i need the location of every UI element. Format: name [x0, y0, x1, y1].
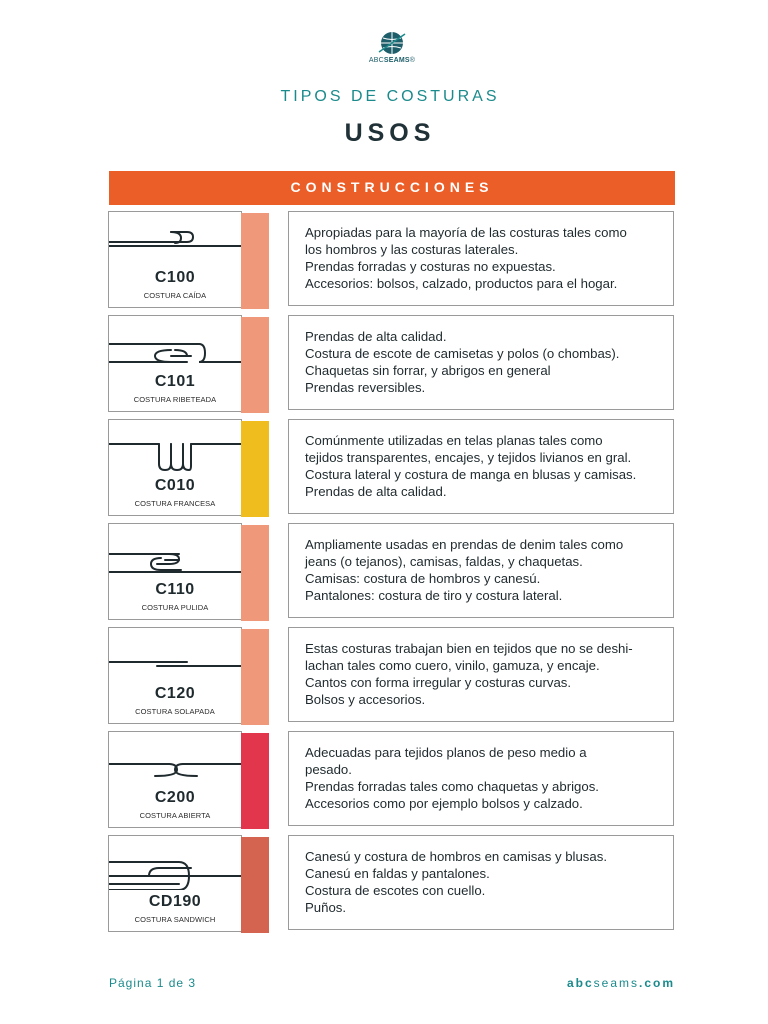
description-line: Estas costuras trabajan bien en tejidos que no se deshi- — [305, 641, 633, 656]
seam-card — [108, 627, 242, 724]
description-line: Canesú en faldas y pantalones. — [305, 866, 490, 881]
description-line: Prendas de alta calidad. — [305, 329, 447, 344]
description-line: Prendas forradas y costuras no expuestas. — [305, 259, 556, 274]
seam-description — [288, 627, 674, 722]
page-title: USOS — [344, 119, 436, 147]
website-link[interactable]: abcseams.com — [566, 976, 675, 990]
description-line: Chaquetas sin forrar, y abrigos en general — [305, 363, 551, 378]
c100-seam-icon — [109, 222, 241, 266]
seam-code: C010 — [154, 477, 196, 494]
description-line: Cantos con forma irregular y costuras curvas. — [305, 675, 572, 690]
c120-seam-icon — [109, 638, 241, 682]
logo-wordmark: ABCSEAMS® — [368, 57, 416, 64]
color-bar — [241, 629, 269, 725]
description-line: Costura de escotes con cuello. — [305, 883, 486, 898]
color-bar — [241, 317, 269, 413]
description-line: jeans (o tejanos), camisas, faldas, y chaquetas. — [305, 554, 583, 569]
seam-card — [108, 211, 242, 308]
seam-code: C110 — [155, 581, 195, 598]
description-line: tejidos transparentes, encajes, y tejidos livianos en gral. — [305, 450, 632, 465]
description-line: Costura de escote de camisetas y polos (o chombas). — [305, 346, 620, 361]
seam-description — [288, 211, 674, 306]
seam-row — [108, 835, 676, 932]
description-line: Pantalones: costura de tiro y costura lateral. — [305, 588, 563, 603]
description-line: Camisas: costura de hombros y canesú. — [305, 571, 541, 586]
description-line: Ampliamente usadas en prendas de denim tales como — [305, 537, 624, 552]
description-line: Accesorios: bolsos, calzado, productos para el hogar. — [305, 276, 618, 291]
c101-seam-icon — [109, 326, 241, 370]
seam-code: C100 — [154, 269, 196, 286]
seam-row — [108, 419, 676, 516]
description-line: Comúnmente utilizadas en telas planas tales como — [305, 433, 603, 448]
c200-seam-icon — [109, 742, 241, 786]
c110-seam-icon — [109, 534, 241, 578]
description-line: Puños. — [305, 900, 347, 915]
c010-seam-icon — [109, 430, 241, 474]
description-line: Canesú y costura de hombros en camisas y blusas. — [305, 849, 607, 864]
seam-card — [108, 419, 242, 516]
seam-name: COSTURA RIBETEADA — [133, 395, 217, 404]
description-line: Bolsos y accesorios. — [305, 692, 426, 707]
seam-row — [108, 523, 676, 620]
description-line: Prendas forradas tales como chaquetas y abrigos. — [305, 779, 599, 794]
description-line: Costura lateral y costura de manga en blusas y camisas. — [305, 467, 637, 482]
description-line: Apropiadas para la mayoría de las costuras tales como — [305, 225, 627, 240]
seam-description — [288, 731, 674, 826]
description-line: Prendas reversibles. — [305, 380, 426, 395]
globe-needle-icon — [369, 30, 415, 70]
seam-code: C101 — [154, 373, 196, 390]
seam-row — [108, 627, 676, 724]
description-line: lachan tales como cuero, vinilo, gamuza, y encaje. — [305, 658, 600, 673]
color-bar — [241, 733, 269, 829]
seam-description — [288, 523, 674, 618]
seam-name: COSTURA PULIDA — [141, 603, 209, 612]
seam-description — [288, 835, 674, 930]
seam-card — [108, 835, 242, 932]
description-line: Accesorios como por ejemplo bolsos y calzado. — [305, 796, 583, 811]
color-bar — [241, 837, 269, 933]
seam-name: COSTURA SANDWICH — [134, 915, 216, 924]
color-bar — [241, 421, 269, 517]
seam-card — [108, 523, 242, 620]
seam-description — [288, 419, 674, 514]
page-number: Página 1 de 3 — [109, 976, 197, 990]
page-subtitle: TIPOS DE COSTURAS — [280, 88, 500, 105]
seam-row — [108, 731, 676, 828]
description-line: los hombros y las costuras laterales. — [305, 242, 519, 257]
seam-code: C200 — [154, 789, 196, 806]
color-bar — [241, 525, 269, 621]
cd190-seam-icon — [109, 846, 241, 890]
description-line: Adecuadas para tejidos planos de peso medio a — [305, 745, 587, 760]
seam-card — [108, 731, 242, 828]
seam-row — [108, 315, 676, 412]
seam-name: COSTURA CAÍDA — [143, 291, 207, 300]
color-bar — [241, 213, 269, 309]
seam-code: CD190 — [148, 893, 202, 910]
seam-name: COSTURA SOLAPADA — [135, 707, 215, 716]
seam-card — [108, 315, 242, 412]
seam-row — [108, 211, 676, 308]
section-banner: CONSTRUCCIONES — [109, 171, 675, 205]
description-line: pesado. — [305, 762, 352, 777]
seam-description — [288, 315, 674, 410]
seam-name: COSTURA ABIERTA — [139, 811, 211, 820]
seam-code: C120 — [154, 685, 196, 702]
seam-name: COSTURA FRANCESA — [134, 499, 216, 508]
description-line: Prendas de alta calidad. — [305, 484, 447, 499]
